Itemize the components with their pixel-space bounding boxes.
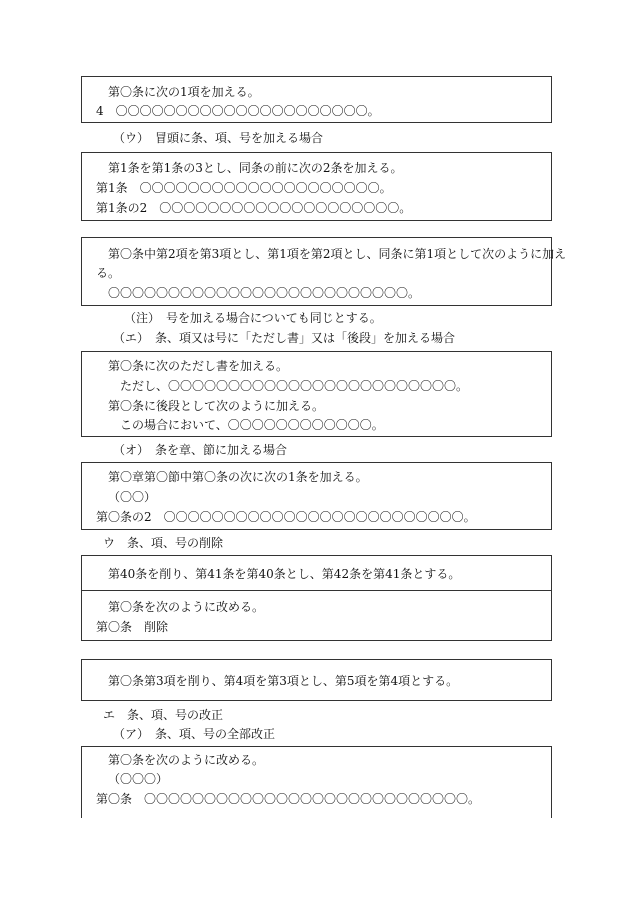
box4-line4: この場合において、〇〇〇〇〇〇〇〇〇〇〇〇。 [120, 418, 384, 432]
box2-line3: 第1条の2 〇〇〇〇〇〇〇〇〇〇〇〇〇〇〇〇〇〇〇〇。 [96, 201, 412, 215]
box8-line1: 第〇条第3項を削り、第4項を第3項とし、第5項を第4項とする。 [108, 674, 459, 688]
box3-line3: 〇〇〇〇〇〇〇〇〇〇〇〇〇〇〇〇〇〇〇〇〇〇〇〇〇。 [108, 286, 421, 300]
box2-line1: 第1条を第1条の3とし、同条の前に次の2条を加える。 [108, 161, 403, 175]
amendment-box-1 [81, 76, 552, 123]
heading-revision: エ 条、項、号の改正 [103, 708, 224, 722]
amendment-box-5 [81, 462, 552, 530]
box6-line1: 第40条を削り、第41条を第40条とし、第42条を第41条とする。 [108, 567, 461, 581]
box7-line2: 第〇条 削除 [96, 620, 169, 634]
amendment-box-4 [81, 351, 552, 437]
amendment-box-7 [81, 590, 552, 641]
amendment-box-2 [81, 152, 552, 221]
box5-line1: 第〇章第〇節中第〇条の次に次の1条を加える。 [108, 470, 368, 484]
heading-o: （オ） 条を章、節に加える場合 [113, 443, 288, 457]
heading-deletion: ウ 条、項、号の削除 [103, 536, 224, 550]
box7-line1: 第〇条を次のように改める。 [108, 600, 265, 614]
box2-line2: 第1条 〇〇〇〇〇〇〇〇〇〇〇〇〇〇〇〇〇〇〇〇。 [96, 181, 392, 195]
amendment-box-8 [81, 659, 552, 701]
amendment-box-6 [81, 555, 552, 591]
box1-line2: 4 〇〇〇〇〇〇〇〇〇〇〇〇〇〇〇〇〇〇〇〇〇。 [96, 104, 380, 118]
box4-line1: 第〇条に次のただし書を加える。 [108, 359, 289, 373]
box1-line1: 第〇条に次の1項を加える。 [108, 85, 260, 99]
box3-line2: る。 [96, 266, 121, 280]
box9-line1: 第〇条を次のように改める。 [108, 753, 265, 767]
box4-line3: 第〇条に後段として次のように加える。 [108, 399, 325, 413]
amendment-box-3 [81, 237, 567, 306]
note: （注） 号を加える場合についても同じとする。 [124, 311, 382, 325]
box5-line2: （〇〇） [108, 490, 157, 504]
box9-line2: （〇〇〇） [108, 772, 169, 786]
amendment-box-9 [81, 746, 552, 818]
box3-line1: 第〇条中第2項を第3項とし、第1項を第2項とし、同条に第1項として次のように加え [108, 247, 567, 261]
heading-u: （ウ） 冒頭に条、項、号を加える場合 [113, 131, 324, 145]
heading-a: （ア） 条、項、号の全部改正 [113, 727, 276, 741]
box4-line2: ただし、〇〇〇〇〇〇〇〇〇〇〇〇〇〇〇〇〇〇〇〇〇〇〇〇。 [120, 379, 469, 393]
box5-line3: 第〇条の2 〇〇〇〇〇〇〇〇〇〇〇〇〇〇〇〇〇〇〇〇〇〇〇〇〇。 [96, 510, 476, 524]
heading-e: （エ） 条、項又は号に「ただし書」又は「後段」を加える場合 [113, 331, 456, 345]
box9-line3: 第〇条 〇〇〇〇〇〇〇〇〇〇〇〇〇〇〇〇〇〇〇〇〇〇〇〇〇〇〇。 [96, 792, 481, 806]
